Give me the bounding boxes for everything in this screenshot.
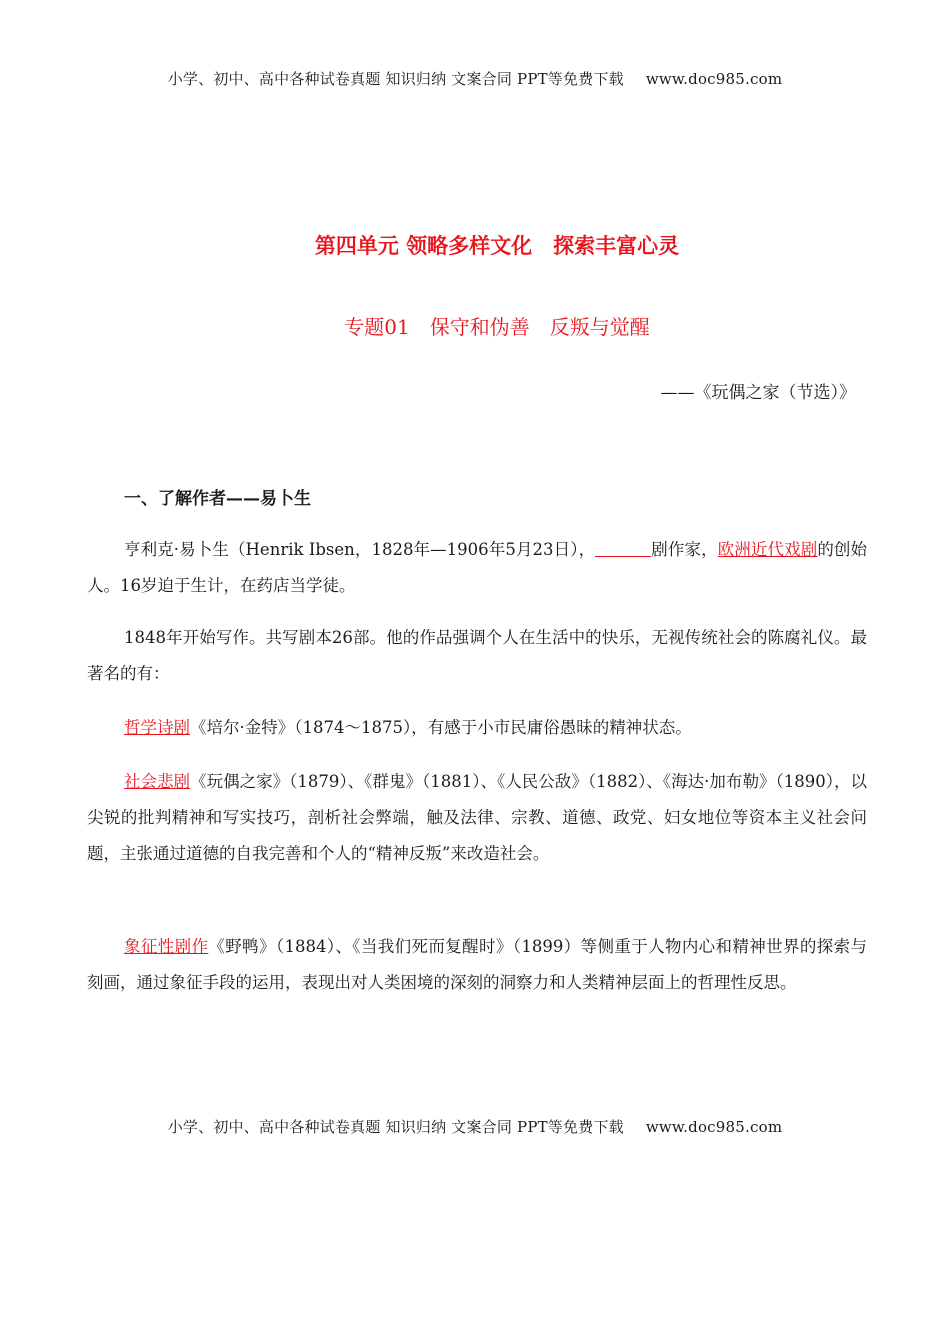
p1-highlight: 欧洲近代戏剧 xyxy=(717,540,818,559)
source-text: ——《玩偶之家（节选）》 xyxy=(660,383,856,403)
page-footer xyxy=(0,1116,950,1137)
p1-after: 剧作家， xyxy=(651,540,718,559)
paragraph-symbolic-drama xyxy=(87,929,867,1001)
paragraph-writing: 1848年开始写作。共写剧本26部。他的作品强调个人在生活中的快乐，无视传统社会的陈腐礼仪。最著名的有： xyxy=(87,628,867,683)
p4-text: 《玩偶之家》（1879）、《群鬼》（1881）、《人民公敌》（1882）、《海达·加布勒》（1890），以尖锐的批判精神和写实技巧，剖析社会弊端，触及法律、宗教、道德、政党、妇女地位等资本主义社会问题，主张通过道德的自我完善和个人的“精神反叛”来改造社会。 xyxy=(87,772,868,863)
section-heading: 一、了解作者——易卜生 xyxy=(124,489,311,509)
header-url[interactable]: www.doc985.com xyxy=(645,70,783,88)
paragraph-author-intro xyxy=(87,532,867,604)
p3-text: 《培尔·金特》（1874～1875），有感于小市民庸俗愚昧的精神状态。 xyxy=(190,718,692,737)
unit-title: 第四单元 领略多样文化 探索丰富心灵 xyxy=(314,234,680,258)
footer-text: 小学、初中、高中各种试卷真题 知识归纳 文案合同 PPT等免费下载 xyxy=(167,1118,624,1136)
p5-highlight: 象征性剧作 xyxy=(124,937,209,956)
p4-highlight: 社会悲剧 xyxy=(124,772,191,791)
paragraph-social-tragedy xyxy=(87,764,867,872)
topic-subtitle: 专题01 保守和伪善 反叛与觉醒 xyxy=(344,315,650,339)
p5-text: 《野鸭》（1884）、《当我们死而复醒时》（1899）等侧重于人物内心和精神世界的探索与刻画，通过象征手段的运用，表现出对人类困境的深刻的洞察力和人类精神层面上的哲理性反思。 xyxy=(87,937,868,992)
p1-before: 亨利克·易卜生（Henrik Ibsen，1828年—1906年5月23日）， xyxy=(124,540,596,559)
p3-highlight: 哲学诗剧 xyxy=(124,718,190,737)
paragraph-philosophical-drama xyxy=(87,710,867,746)
footer-url[interactable]: www.doc985.com xyxy=(645,1118,783,1136)
header-text: 小学、初中、高中各种试卷真题 知识归纳 文案合同 PPT等免费下载 xyxy=(167,70,624,88)
fill-in-blank[interactable] xyxy=(595,538,651,557)
p1-tail: 的创始人。16岁迫于生计，在药店当学徒。 xyxy=(87,540,868,595)
page-header xyxy=(0,68,950,89)
